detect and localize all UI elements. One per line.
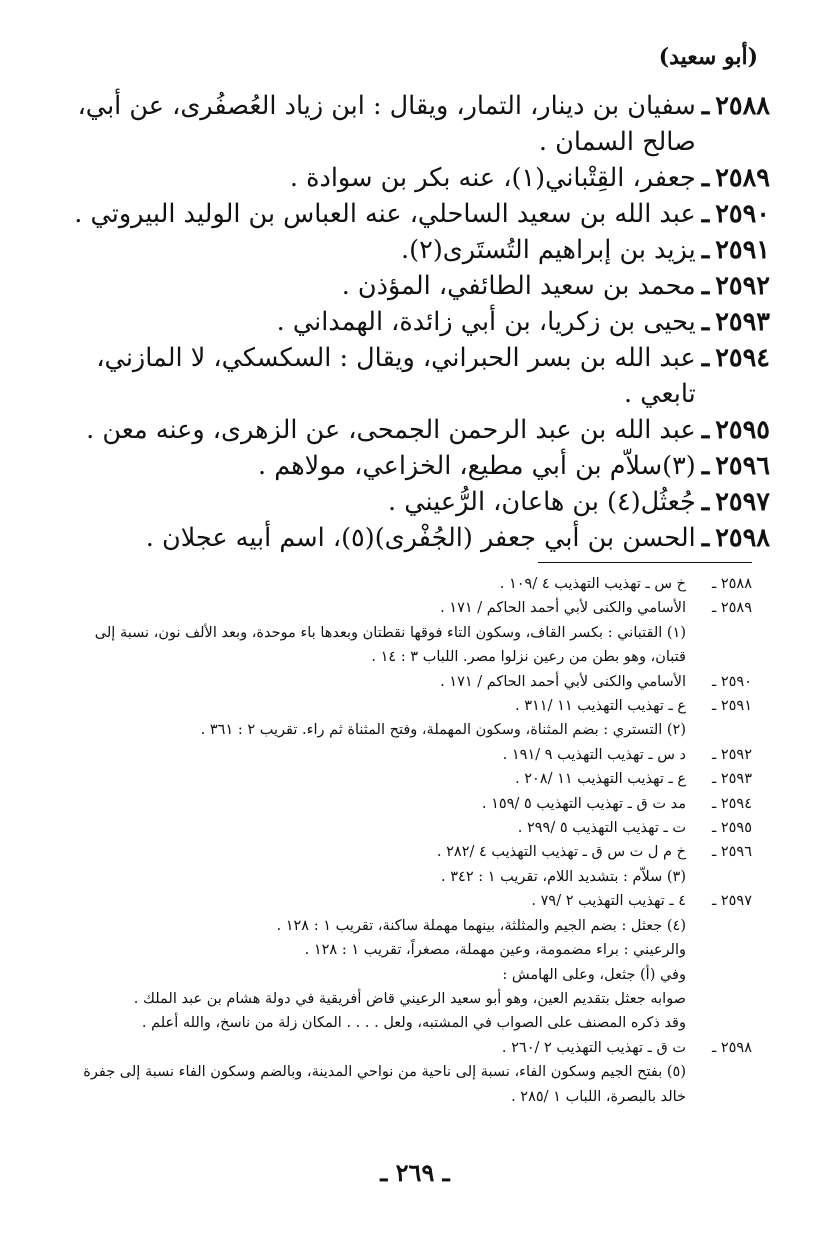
footnote-entry-number xyxy=(686,718,752,742)
entry xyxy=(55,268,770,304)
entry xyxy=(55,160,770,196)
footnote-row xyxy=(72,938,752,962)
footnote-text: ع ـ تهذيب التهذيب ١١ /٢٠٨ . xyxy=(514,771,686,788)
footnote-text: وفي (أ) جثعل، وعلى الهامش : xyxy=(502,966,686,983)
entry-text: عبد الله بن بسر الحبراني، ويقال : السكسكي، لا المازني، تابعي . xyxy=(96,343,696,409)
footnote-text: (٢) التستري : بضم المثناة، وسكون المهملة، وفتح المثناة ثم راء. تقريب ٢ : ٣٦١ . xyxy=(200,722,686,739)
footnote-entry-number xyxy=(686,963,752,987)
entry xyxy=(55,88,770,160)
main-entries xyxy=(55,88,770,556)
footnote-text: ع ـ تهذيب التهذيب ١١ /٣١١ . xyxy=(514,698,686,715)
footnote-text: (١) القتباني : بكسر القاف، وسكون التاء فوقها نقطتان وبعدها باء موحدة، وبعد الألف نون، نسبة إلى قتبان، وهو بطن من رعين نزلوا مصر. اللباب ٣ : ١٤ . xyxy=(94,624,686,666)
footnote-entry-number: ٢٥٩٢ ـ xyxy=(711,746,752,763)
footnote-entry-number xyxy=(686,938,752,962)
footnote-row xyxy=(72,596,752,620)
entry-number: ٢٥٩٢ xyxy=(715,271,770,301)
entry-dash: ـ xyxy=(701,307,710,337)
footnote-entry-number xyxy=(686,1011,752,1035)
entry-dash: ـ xyxy=(701,199,710,229)
footnote-text: مد ت ق ـ تهذيب التهذيب ٥ /١٥٩ . xyxy=(481,795,686,812)
entry xyxy=(55,484,770,520)
footnote-text: صوابه جعثل بتقديم العين، وهو أبو سعيد الرعيني قاض أفريقية في دولة هشام بن عبد الملك . xyxy=(133,990,686,1007)
footnote-entry-number xyxy=(686,987,752,1011)
entry-number: ٢٥٩٦ xyxy=(715,451,770,481)
footnote-entry-number: ٢٥٩٨ ـ xyxy=(711,1039,752,1056)
entry-dash: ـ xyxy=(701,271,710,301)
footnote-text: د س ـ تهذيب التهذيب ٩ /١٩١ . xyxy=(502,746,686,763)
entry-dash: ـ xyxy=(701,415,710,445)
entry xyxy=(55,340,770,412)
entry xyxy=(55,196,770,232)
entry-dash: ـ xyxy=(701,343,710,373)
footnote-entry-number: ٢٥٨٩ ـ xyxy=(711,600,752,617)
entry xyxy=(55,448,770,484)
entry-text: يزيد بن إبراهيم التُستَرى(٢). xyxy=(401,235,696,265)
footnote-text: والرعيني : براء مضمومة، وعين مهملة، مصغراً، تقريب ١ : ١٢٨ . xyxy=(304,942,686,959)
footnotes xyxy=(72,572,752,1109)
footnote-entry-number: ٢٥٩٤ ـ xyxy=(711,795,752,812)
footnote-entry-number xyxy=(686,865,752,889)
footnote-row xyxy=(72,718,752,742)
footnote-row xyxy=(72,792,752,816)
footnote-entry-number xyxy=(686,621,752,670)
entry-dash: ـ xyxy=(701,91,710,121)
entry-dash: ـ xyxy=(701,487,710,517)
footnote-row xyxy=(72,1036,752,1060)
footnote-row xyxy=(72,963,752,987)
footnote-entry-number: ٢٥٩٥ ـ xyxy=(711,820,752,837)
entry-number: ٢٥٩٣ xyxy=(715,307,770,337)
entry-number: ٢٥٩١ xyxy=(715,235,770,265)
footnote-row xyxy=(72,767,752,791)
footnote-text: الأسامي والكنى لأبي أحمد الحاكم / ١٧١ . xyxy=(440,673,686,690)
footnote-text: (٣) سلاّم : بتشديد اللام، تقريب ١ : ٣٤٢ . xyxy=(441,868,686,885)
entry-dash: ـ xyxy=(701,163,710,193)
entry-text: يحيى بن زكريا، بن أبي زائدة، الهمداني . xyxy=(276,307,696,337)
entry-number: ٢٥٨٩ xyxy=(715,163,770,193)
entry-text: عبد الله بن عبد الرحمن الجمحى، عن الزهرى، وعنه معن . xyxy=(86,415,696,445)
entry-text: محمد بن سعيد الطائفي، المؤذن . xyxy=(341,271,696,301)
footnote-entry-number: ٢٥٩٣ ـ xyxy=(711,771,752,788)
footnote-row xyxy=(72,743,752,767)
footnote-entry-number: ٢٥٩١ ـ xyxy=(711,698,752,715)
entry xyxy=(55,232,770,268)
footnote-row xyxy=(72,621,752,670)
footnote-entry-number xyxy=(686,1060,752,1109)
entry-number: ٢٥٩٧ xyxy=(715,487,770,517)
footnote-row xyxy=(72,816,752,840)
entry-dash: ـ xyxy=(701,451,710,481)
footnote-text: خ س ـ تهذيب التهذيب ٤ /١٠٩ . xyxy=(499,576,686,592)
entry xyxy=(55,520,770,556)
entry-number: ٢٥٩٤ xyxy=(715,343,770,373)
entry-dash: ـ xyxy=(701,235,710,265)
footnote-row xyxy=(72,572,752,596)
entry-text: (٣)سلاّم بن أبي مطيع، الخزاعي، مولاهم . xyxy=(258,451,696,481)
entry-text: الحسن بن أبي جعفر (الجُفْرى)(٥)، اسم أبيه عجلان . xyxy=(145,523,696,553)
footnote-text: خ م ل ت س ق ـ تهذيب التهذيب ٤ /٢٨٢ . xyxy=(436,844,686,861)
footnote-text: ت ق ـ تهذيب التهذيب ٢ /٢٦٠ . xyxy=(501,1039,686,1056)
page-number: ـ ٢٦٩ ـ xyxy=(380,1158,450,1187)
footnote-entry-number: ٢٥٩٧ ـ xyxy=(711,893,752,910)
footnote-row xyxy=(72,889,752,913)
footnote-row xyxy=(72,1011,752,1035)
entry-number: ٢٥٨٨ xyxy=(715,91,770,121)
entry-number: ٢٥٩٥ xyxy=(715,415,770,445)
footnote-row xyxy=(72,987,752,1011)
footnote-row xyxy=(72,914,752,938)
entry-dash: ـ xyxy=(701,523,710,553)
footnote-text: الأسامي والكنى لأبي أحمد الحاكم / ١٧١ . xyxy=(440,600,686,617)
entry-number: ٢٥٩٨ xyxy=(715,523,770,553)
entry-text: جُعثُل(٤) بن هاعان، الرُّعيني . xyxy=(388,487,696,517)
footnote-text: وقد ذكره المصنف على الصواب في المشتبه، ولعل . . . . المكان زلة من ناسخ، والله أعلم . xyxy=(141,1015,686,1032)
footnote-row xyxy=(72,840,752,864)
footnote-text: (٤) جعثل : بضم الجيم والمثلثة، بينهما مهملة ساكنة، تقريب ١ : ١٢٨ . xyxy=(276,917,686,934)
entry-text: سفيان بن دينار، التمار، ويقال : ابن زياد العُصفُرى، عن أبي، صالح السمان . xyxy=(77,91,696,157)
footnote-text: ٤ ـ تهذيب التهذيب ٢ /٧٩ . xyxy=(531,893,686,910)
entry xyxy=(55,304,770,340)
footnote-entry-number: ٢٥٩٦ ـ xyxy=(711,844,752,861)
footnote-separator xyxy=(538,562,752,563)
footnote-row xyxy=(72,670,752,694)
footnote-text: (٥) بفتح الجيم وسكون الفاء، نسبة إلى ناحية من نواحي المدينة، وبالضم وسكون الفاء نسبة إلى جفرة خالد بالبصرة، اللباب ١ /٢٨٥ . xyxy=(83,1064,686,1105)
footnote-row xyxy=(72,1060,752,1109)
footnote-row xyxy=(72,694,752,718)
entry-number: ٢٥٩٠ xyxy=(715,199,770,229)
entry xyxy=(55,412,770,448)
footnote-row xyxy=(72,865,752,889)
entry-text: عبد الله بن سعيد الساحلي، عنه العباس بن الوليد البيروتي . xyxy=(74,199,696,229)
footnote-entry-number: ٢٥٨٨ ـ xyxy=(711,576,752,592)
running-head: (أبو سعيد) xyxy=(658,44,758,70)
footnote-entry-number: ٢٥٩٠ ـ xyxy=(711,673,752,690)
entry-text: جعفر، القِتْباني(١)، عنه بكر بن سوادة . xyxy=(289,163,696,193)
footnote-entry-number xyxy=(686,914,752,938)
footnote-text: ت ـ تهذيب التهذيب ٥ /٢٩٩ . xyxy=(517,820,686,837)
